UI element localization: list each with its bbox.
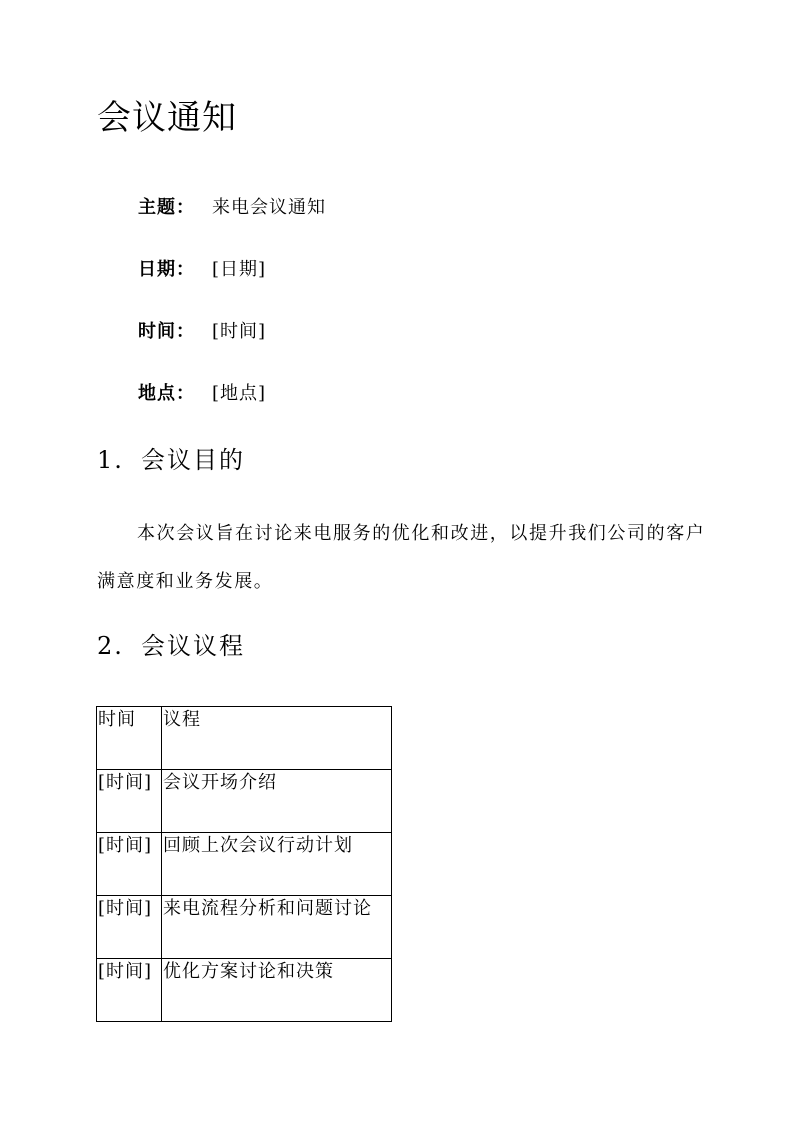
header-cell-time: 时间	[97, 707, 162, 770]
meta-subject	[138, 195, 326, 221]
section-title: 会议目的	[141, 446, 245, 474]
meta-location-value: [地点]	[212, 383, 267, 404]
section-number: 1.	[97, 446, 124, 474]
page-title: 会议通知	[97, 98, 237, 138]
section-number: 2.	[97, 632, 124, 660]
table-header-row	[97, 707, 392, 770]
table-row	[97, 833, 392, 896]
cell-time: [时间]	[97, 896, 162, 959]
meta-date-label: 日期：	[138, 259, 195, 280]
cell-agenda-item: 会议开场介绍	[162, 770, 392, 833]
section-heading-purpose	[97, 443, 245, 477]
section-heading-agenda	[97, 629, 245, 663]
meta-time	[138, 319, 266, 345]
table-row	[97, 959, 392, 1022]
meta-date-value: [日期]	[212, 259, 267, 280]
meta-subject-label: 主题：	[138, 197, 195, 218]
section-title: 会议议程	[141, 632, 245, 660]
meta-location	[138, 381, 266, 407]
meta-location-label: 地点：	[138, 383, 195, 404]
cell-time: [时间]	[97, 770, 162, 833]
cell-time: [时间]	[97, 833, 162, 896]
cell-time: [时间]	[97, 959, 162, 1022]
cell-agenda-item: 优化方案讨论和决策	[162, 959, 392, 1022]
purpose-paragraph: 本次会议旨在讨论来电服务的优化和改进，以提升我们公司的客户满意度和业务发展。	[97, 523, 706, 592]
cell-agenda-item: 来电流程分析和问题讨论	[162, 896, 392, 959]
meta-time-label: 时间：	[138, 321, 195, 342]
table-row	[97, 770, 392, 833]
meta-date	[138, 257, 266, 283]
header-cell-agenda: 议程	[162, 707, 392, 770]
meta-time-value: [时间]	[212, 321, 267, 342]
table-row	[97, 896, 392, 959]
agenda-table	[96, 706, 392, 1022]
meta-subject-value: 来电会议通知	[212, 197, 326, 218]
cell-agenda-item: 回顾上次会议行动计划	[162, 833, 392, 896]
